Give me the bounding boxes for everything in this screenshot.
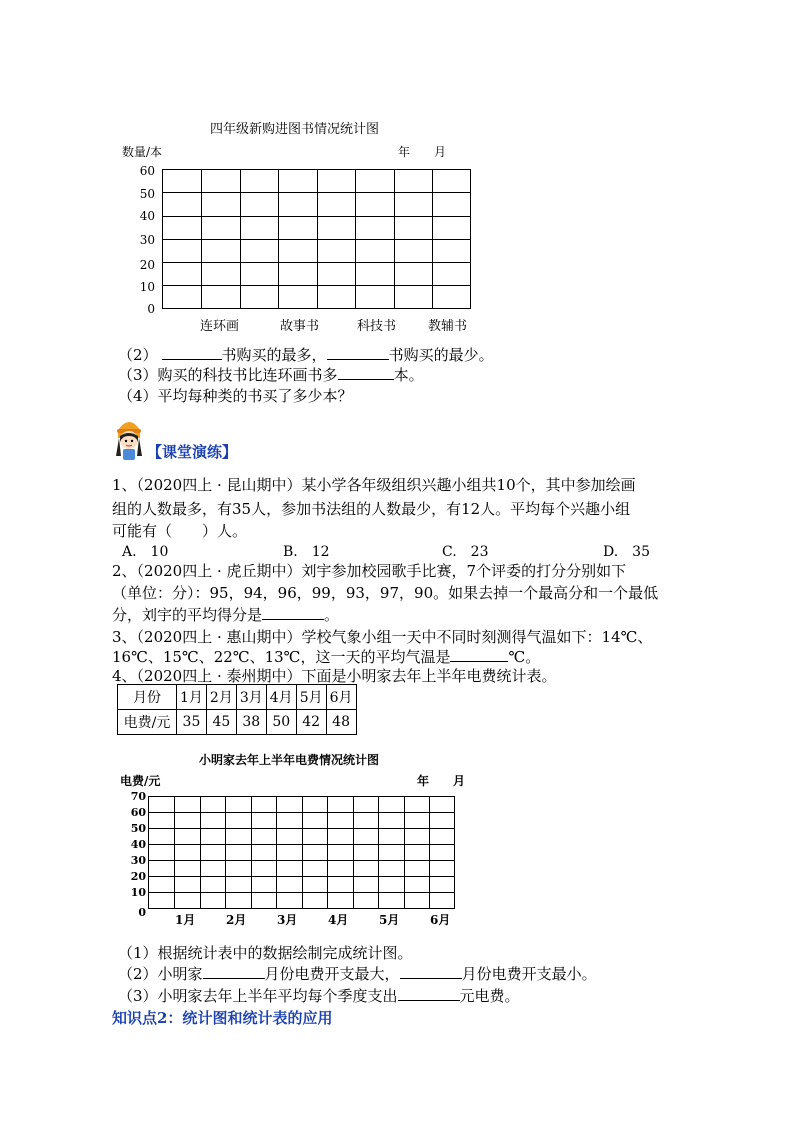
chart1-grid [162, 169, 471, 309]
problem-2-line: （单位：分）：95，94，96，99，93，97，90。如果去掉一个最高分和一个最低 [112, 584, 659, 602]
table-cell: 48 [326, 710, 356, 735]
chart2-ytick: 50 [130, 822, 146, 835]
q4-item-1: （1）根据统计表中的数据绘制完成统计图。 [118, 944, 413, 962]
table-row [118, 710, 357, 735]
table-cell: 45 [206, 710, 236, 735]
table-cell: 4月 [266, 685, 296, 710]
table-cell: 50 [266, 710, 296, 735]
problem-1-line: 1、（2020四上 · 昆山期中）某小学各年级组织兴趣小组共10个，其中参加绘画 [112, 476, 636, 494]
chart2-ytick: 20 [130, 870, 146, 883]
answer-blank[interactable] [262, 605, 324, 620]
problem-3-line [112, 646, 540, 667]
answer-blank[interactable] [203, 964, 265, 979]
table-cell: 2月 [206, 685, 236, 710]
chart2-ylabel: 电费/元 [120, 774, 161, 788]
table-cell: 35 [177, 710, 207, 735]
knowledge-title: 知识点2：统计图和统计表的应用 [112, 1009, 333, 1027]
question-text: （3）小明家去年上半年平均每个季度支出 [118, 987, 398, 1005]
question-text: 书购买的最多， [221, 346, 327, 364]
question-3 [118, 364, 424, 385]
chart1-xcat: 教辅书 [428, 319, 468, 334]
table-cell: 42 [296, 710, 326, 735]
chart2-title: 小明家去年上半年电费情况统计图 [199, 753, 380, 767]
q4-item-2 [118, 963, 597, 984]
question-text: 购买的科技书比连环画书多 [157, 366, 338, 384]
chart1-ytick: 30 [139, 233, 155, 247]
chart2-ytick: 0 [138, 906, 146, 919]
question-text: 月份电费开支最小。 [461, 965, 597, 983]
option-c: C. 23 [442, 544, 489, 560]
section-title: 【课堂演练】 [147, 443, 238, 461]
problem-text: 16℃、15℃、22℃、13℃，这一天的平均气温是 [112, 648, 451, 666]
chart2-ytick: 60 [130, 806, 146, 819]
chart1-ytick: 60 [139, 164, 155, 178]
question-4 [118, 385, 353, 406]
table-cell: 电费/元 [118, 710, 177, 735]
problem-text: ℃。 [508, 648, 541, 666]
chart2-ytick: 40 [130, 838, 146, 851]
problem-3-line: 3、（2020四上 · 惠山期中）学校气象小组一天中不同时刻测得气温如下：14℃、 [112, 628, 653, 646]
table-cell: 月份 [118, 685, 177, 710]
option-d: D. 35 [603, 544, 650, 560]
problem-1-line: 可能有（ ）人。 [112, 522, 248, 540]
mascot-girl-icon [112, 416, 146, 462]
question-number: （2） [118, 346, 158, 364]
answer-blank[interactable] [162, 345, 222, 360]
table-cell: 5月 [296, 685, 326, 710]
question-text: 月份电费开支最大， [264, 965, 400, 983]
problem-1-line: 组的人数最多，有35人，参加书法组的人数最少，有12人。平均每个兴趣小组 [112, 500, 631, 518]
question-text: 本。 [393, 366, 424, 384]
chart2-xcat: 4月 [328, 913, 349, 927]
chart2-xcat: 1月 [175, 913, 196, 927]
chart2-ytick: 30 [130, 854, 146, 867]
answer-blank[interactable] [327, 345, 389, 360]
chart2-xcat: 2月 [226, 913, 247, 927]
table-cell: 1月 [177, 685, 207, 710]
table-cell: 3月 [236, 685, 266, 710]
chart2-xcat: 6月 [430, 913, 451, 927]
question-number: （3） [118, 366, 158, 384]
chart1-ytick: 10 [139, 280, 155, 294]
chart2-ytick: 10 [130, 886, 146, 899]
chart1-date-label: 年 月 [398, 145, 447, 159]
chart1-xcat: 科技书 [357, 319, 397, 334]
question-text: 元电费。 [459, 987, 520, 1005]
option-a: A. 10 [122, 544, 169, 560]
answer-blank[interactable] [450, 647, 508, 662]
fee-table [117, 684, 357, 735]
table-cell: 38 [236, 710, 266, 735]
chart1-ylabel: 数量/本 [122, 145, 163, 159]
problem-2-line: 2、（2020四上 · 虎丘期中）刘宇参加校园歌手比赛，7个评委的打分分别如下 [112, 562, 627, 580]
chart1-ytick: 40 [139, 209, 155, 223]
chart1-ytick: 20 [139, 258, 155, 272]
chart1-xcat: 连环画 [200, 319, 240, 334]
table-cell: 6月 [326, 685, 356, 710]
answer-blank[interactable] [398, 986, 460, 1001]
question-number: （4） [118, 387, 158, 405]
question-text: 书购买的最少。 [388, 346, 494, 364]
table-row [118, 685, 357, 710]
chart2-xcat: 3月 [277, 913, 298, 927]
chart2-date-label: 年 月 [417, 774, 466, 788]
problem-text: 分，刘宇的平均得分是 [112, 606, 263, 624]
chart2-xcat: 5月 [379, 913, 400, 927]
question-text: 平均每种类的书买了多少本？ [157, 387, 353, 405]
problem-2-line [112, 604, 339, 625]
chart2-grid [148, 796, 455, 909]
option-b: B. 12 [283, 544, 330, 560]
problem-text: 。 [324, 606, 340, 624]
chart2-ytick: 70 [130, 790, 146, 803]
chart1-title: 四年级新购进图书情况统计图 [210, 122, 380, 137]
question-text: （2）小明家 [118, 965, 203, 983]
q4-item-3 [118, 985, 520, 1006]
chart1-ytick: 0 [147, 302, 155, 316]
problem-4-line: 4、（2020四上 · 泰州期中）下面是小明家去年上半年电费统计表。 [112, 667, 557, 685]
answer-blank[interactable] [400, 964, 462, 979]
chart1-xcat: 故事书 [280, 319, 320, 334]
answer-blank[interactable] [338, 365, 394, 380]
chart1-ytick: 50 [139, 187, 155, 201]
question-2 [118, 344, 494, 365]
